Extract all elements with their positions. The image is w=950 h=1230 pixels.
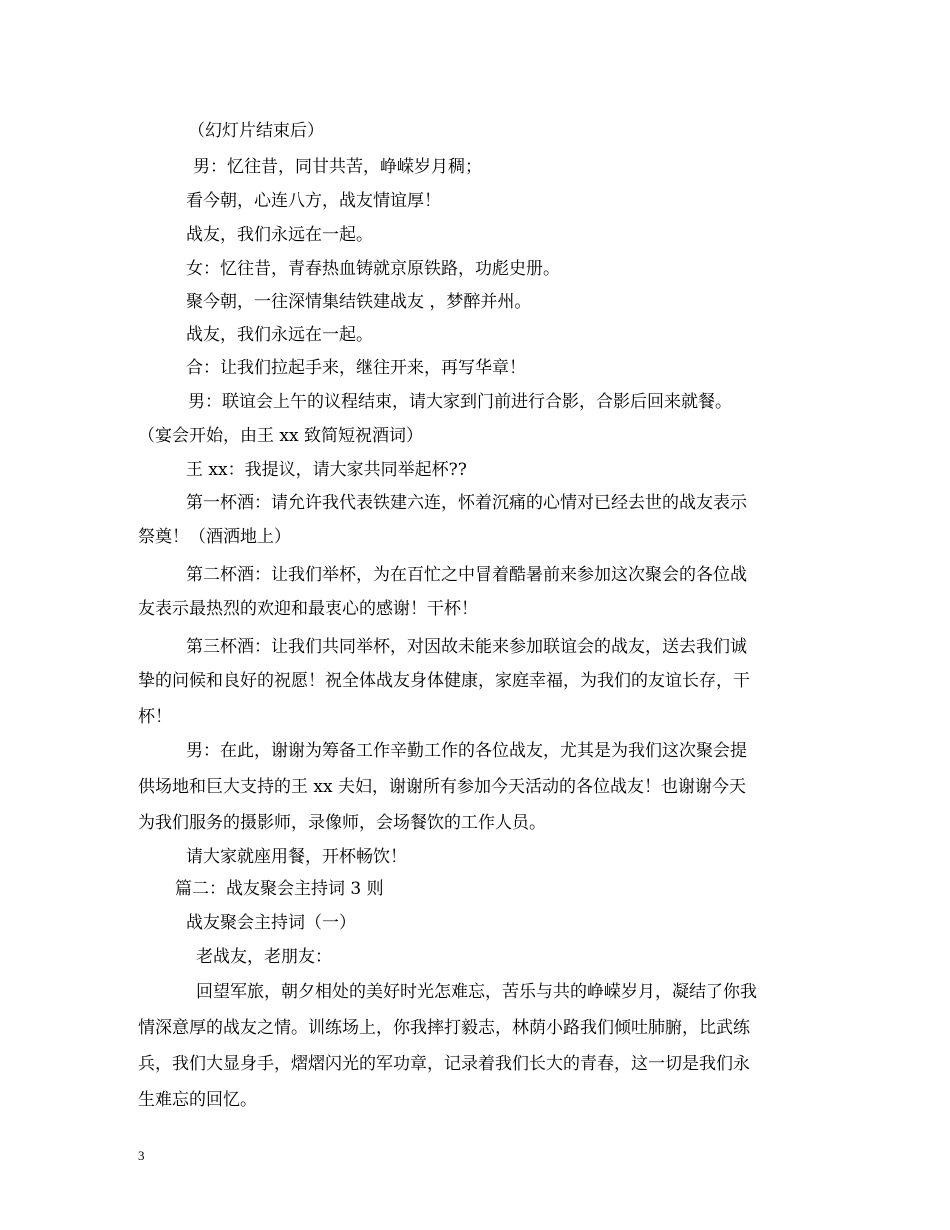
text-line: 聚今朝，一往深情集结铁建战友 ，梦醉并州。 [186,292,532,312]
text-line: 生难忘的回忆。 [138,1090,257,1110]
text-line: 杯！ [138,707,172,727]
text-line: （幻灯片结束后） [188,121,324,141]
text-line: 男：在此，谢谢为筹备工作辛勤工作的各位战友，尤其是为我们这次聚会提 [186,741,747,761]
text-line: （宴会开始，由王 xx 致简短祝酒词） [138,426,423,446]
text-line: 看今朝，心连八方，战友情谊厚！ [186,191,441,211]
section-heading: 篇二：战友聚会主持词 3 则 [175,879,384,899]
text-line: 回望军旅，朝夕相处的美好时光怎难忘，苦乐与共的峥嵘岁月，凝结了你我 [196,982,757,1002]
text-line: 战友，我们永远在一起。 [186,225,373,245]
text-line: 供场地和巨大支持的王 xx 夫妇，谢谢所有参加今天活动的各位战友！也谢谢今天 [138,777,746,797]
text-line: 第三杯酒：让我们共同举杯，对因故未能来参加联谊会的战友，送去我们诚 [186,637,747,657]
text-line: 情深意厚的战友之情。训练场上，你我摔打毅志，林荫小路我们倾吐肺腑，比武练 [138,1018,750,1038]
text-line: 为我们服务的摄影师，录像师，会场餐饮的工作人员。 [138,813,546,833]
text-line: 第一杯酒：请允许我代表铁建六连，怀着沉痛的心情对已经去世的战友表示 [186,493,747,513]
page-number: 3 [138,1148,145,1163]
text-line: 女：忆往昔，青春热血铸就京原铁路，功彪史册。 [186,259,560,279]
text-line: 王 xx：我提议，请大家共同举起杯?? [186,460,467,480]
text-line: 男：忆往昔，同甘共苦，峥嵘岁月稠； [193,157,482,177]
text-line: 老战友，老朋友： [196,947,332,967]
text-line: 战友，我们永远在一起。 [186,325,373,345]
text-line: 友表示最热烈的欢迎和最衷心的感谢！干杯！ [138,599,478,619]
text-line: 男：联谊会上午的议程结束，请大家到门前进行合影，合影后回来就餐。 [188,392,732,412]
subsection-heading: 战友聚会主持词（一） [186,913,356,933]
text-line: 请大家就座用餐，开杯畅饮！ [186,847,407,867]
text-line: 第二杯酒：让我们举杯，为在百忙之中冒着酷暑前来参加这次聚会的各位战 [186,565,747,585]
text-line: 祭奠！（酒洒地上） [138,527,291,547]
text-line: 挚的问候和良好的祝愿！祝全体战友身体健康，家庭幸福，为我们的友谊长存，干 [138,671,750,691]
text-line: 兵，我们大显身手，熠熠闪光的军功章，记录着我们长大的青春，这一切是我们永 [138,1054,750,1074]
text-line: 合：让我们拉起手来，继往开来，再写华章！ [186,358,526,378]
